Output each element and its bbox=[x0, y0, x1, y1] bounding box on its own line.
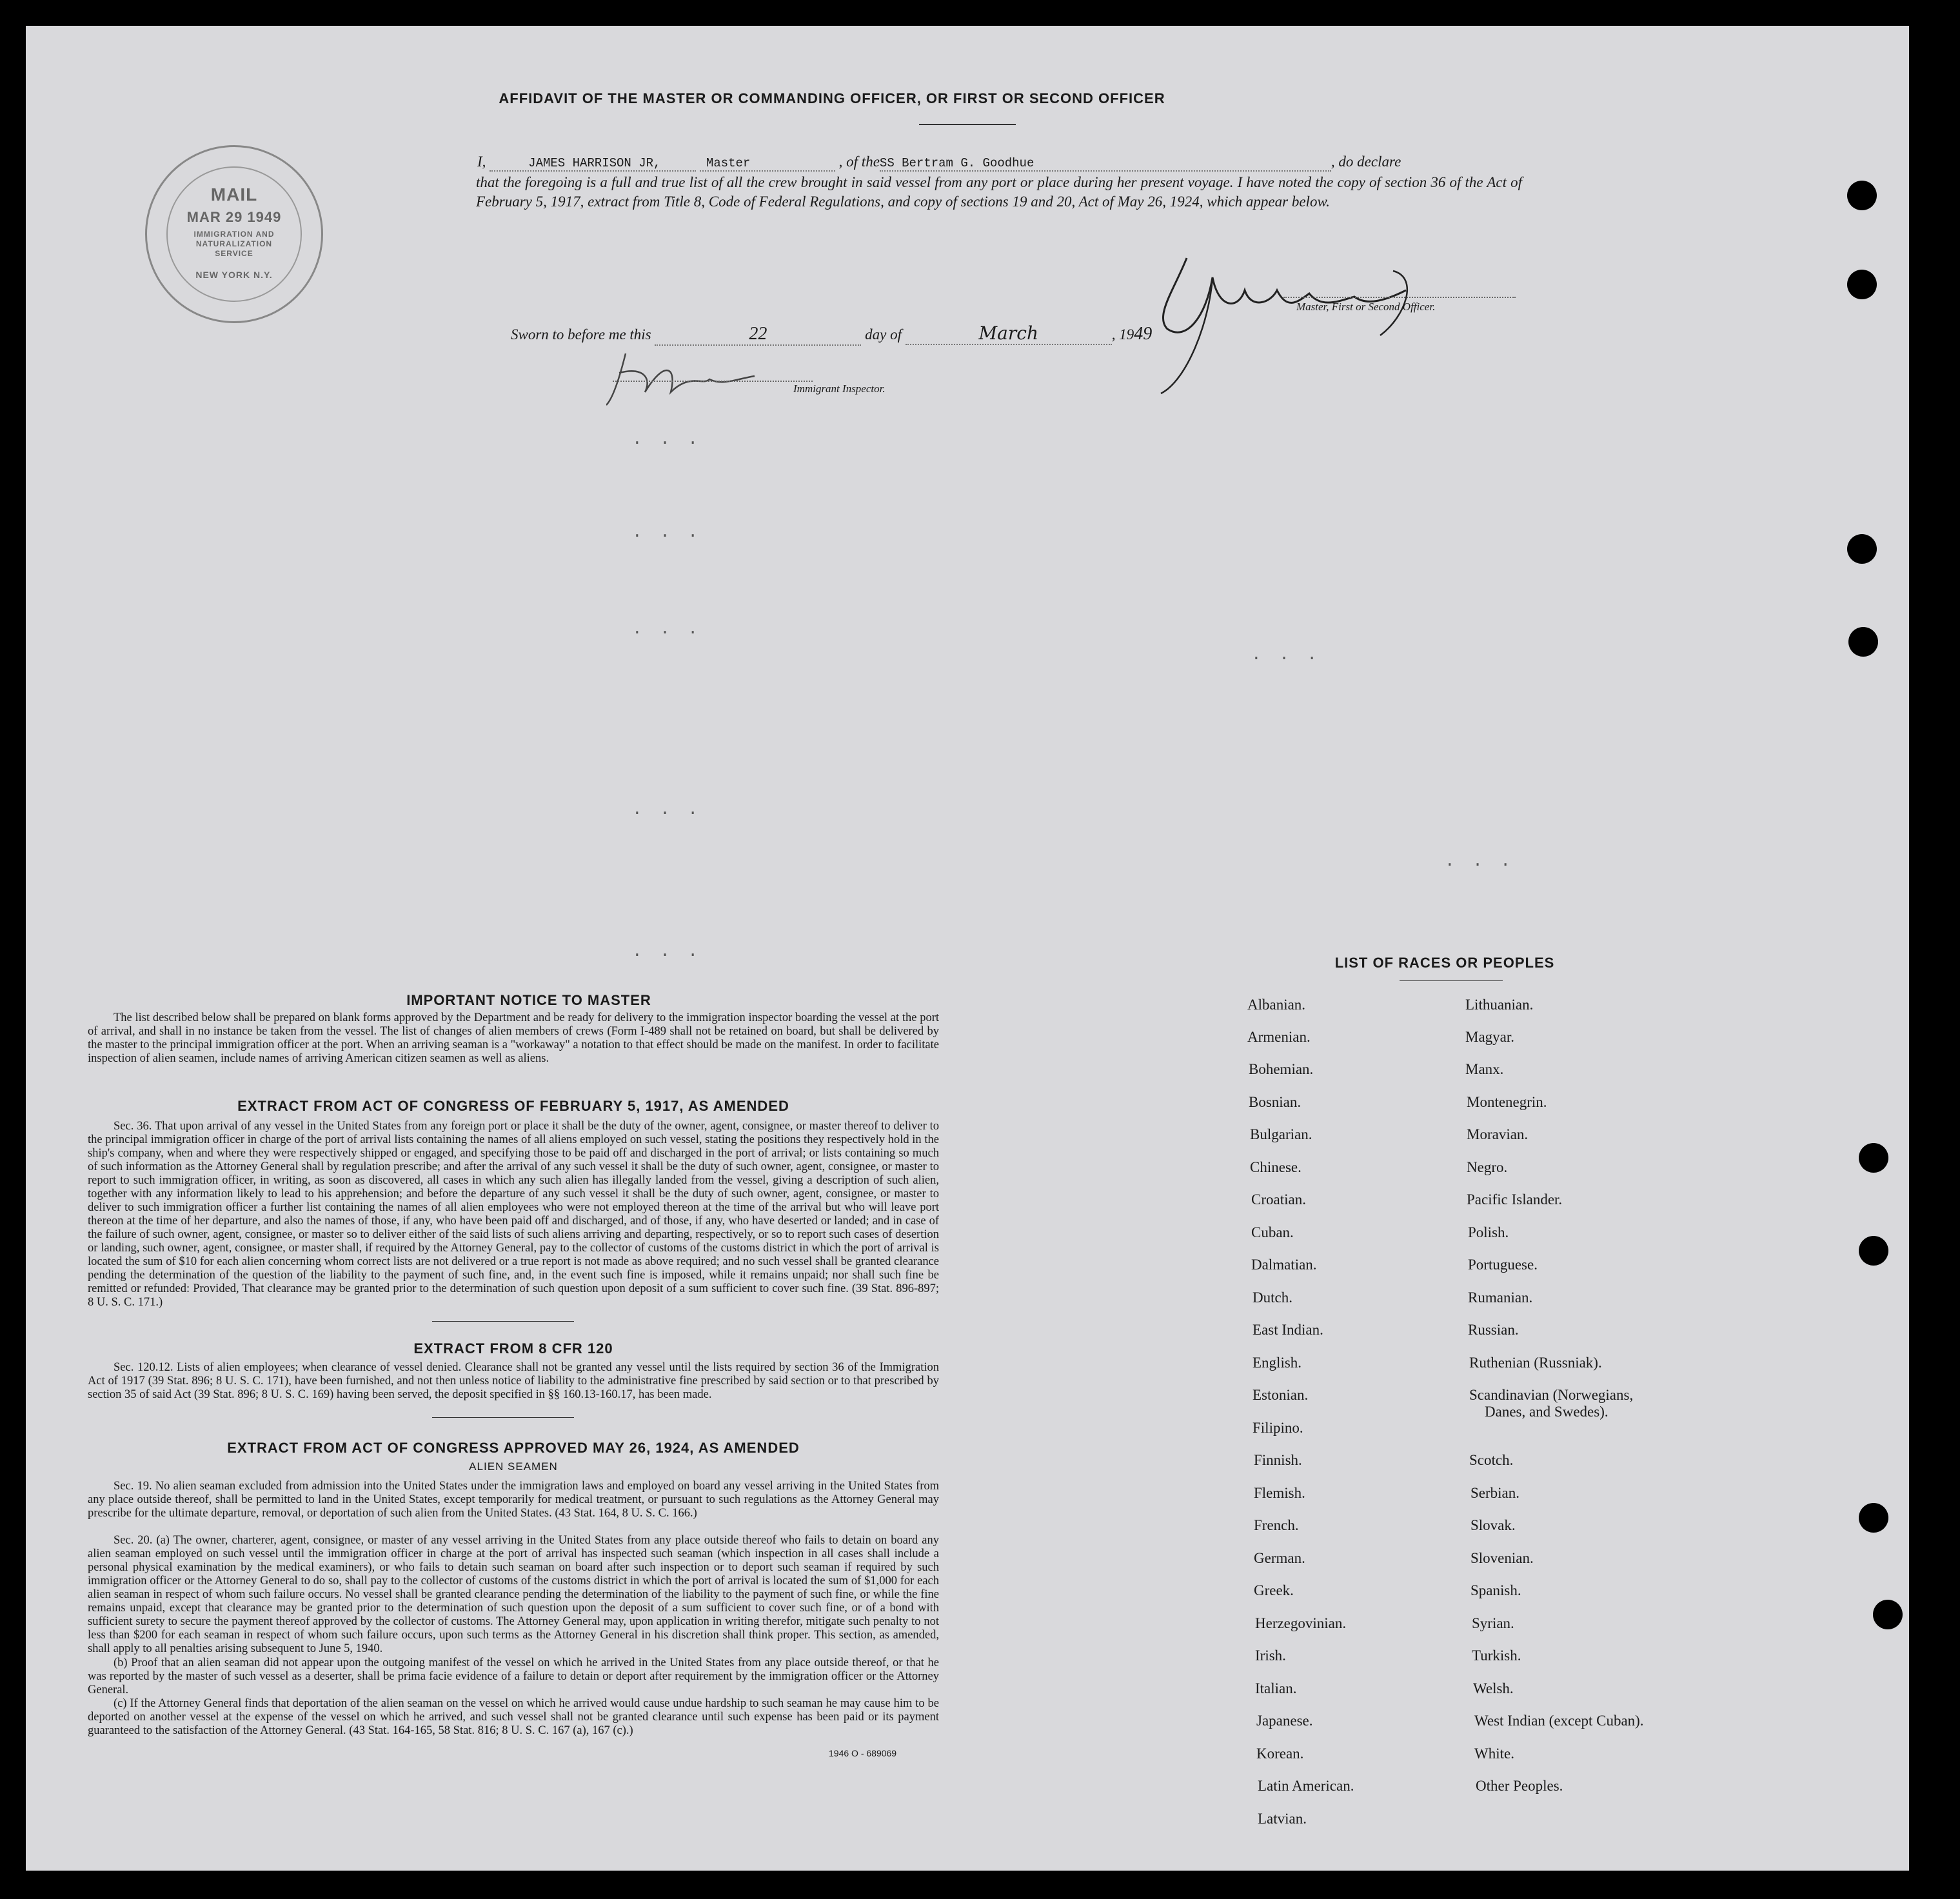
race-item: Danes, and Swedes). bbox=[1485, 1404, 1609, 1420]
race-item: Pacific Islander. bbox=[1467, 1191, 1563, 1208]
sworn-month: March bbox=[906, 323, 1112, 345]
race-item: Negro. bbox=[1467, 1159, 1508, 1175]
races-title: LIST OF RACES OR PEOPLES bbox=[1334, 955, 1555, 971]
extract-1924-sec19: Sec. 19. No alien seaman excluded from admission into the United States under the immigration laws and employed on board any vessel arriving in the United States from any place outside thereof, shall be permitted to land in the United States, except temporarily for medical treatment, or pursuant to such regulations as the Attorney General may prescribe for the ultimate departure, removal, or deportation of such alien from the United States. (43 Stat. 164, 8 U. S. C. 166.) bbox=[88, 1480, 939, 1520]
sworn-label: Sworn to before me this bbox=[511, 326, 651, 343]
punch-hole bbox=[1859, 1503, 1888, 1533]
extract-1924-sec20b: (b) Proof that an alien seaman did not appear upon the outgoing manifest of the vessel on which he arrived in the United States from any place outside thereof, or that he was reported by the master of such vessel as a deserter, shall be prima facie evidence of a failure to detain or deport after requirement by the immigration officer or the Attorney General. bbox=[88, 1656, 939, 1696]
affidavit-title: AFFIDAVIT OF THE MASTER OR COMMANDING OFFICER, OR FIRST OR SECOND OFFICER bbox=[499, 90, 1165, 106]
race-item: Lithuanian. bbox=[1465, 997, 1534, 1013]
signature-line bbox=[1283, 297, 1516, 298]
stamp-mail: MAIL bbox=[210, 184, 258, 204]
race-item: Latin American. bbox=[1258, 1778, 1354, 1794]
race-item: Finnish. bbox=[1254, 1452, 1302, 1468]
document-sheet bbox=[26, 26, 1909, 1871]
stamp-date: MAR 29 1949 bbox=[186, 209, 282, 225]
extract-1924-subtitle: ALIEN SEAMEN bbox=[469, 1460, 558, 1473]
master-name: JAMES HARRISON JR, bbox=[490, 156, 696, 172]
stamp-city: NEW YORK N.Y. bbox=[195, 270, 273, 280]
race-item: White. bbox=[1474, 1745, 1514, 1762]
title-divider bbox=[919, 124, 1016, 125]
race-item: Slovak. bbox=[1470, 1517, 1516, 1533]
faint-marks: . . . bbox=[632, 430, 702, 449]
race-item: German. bbox=[1254, 1550, 1305, 1566]
vessel-name: SS Bertram G. Goodhue bbox=[880, 156, 1331, 172]
race-item: Ruthenian (Russniak). bbox=[1469, 1355, 1602, 1371]
punch-hole bbox=[1859, 1143, 1888, 1173]
i-label: I, bbox=[477, 154, 486, 170]
race-item: Rumanian. bbox=[1468, 1289, 1533, 1306]
notice-text: The list described below shall be prepared on blank forms approved by the Department and be ready for delivery to the immigration inspector boarding the vessel at the port of arrival, and shall in no instance be taken from the vessel. The list of changes of alien members of crews (Form I-489 shall not be retained on board, but shall be delivered by the master to the principal immigration officer at the port. When an arriving seaman is a "workaway" a notation to that effect should be made on the manifest. In order to facilitate inspection of alien seamen, include names of arriving American citizen seamen as well as aliens. bbox=[88, 1011, 939, 1065]
race-item: French. bbox=[1254, 1517, 1299, 1533]
do-declare-label: , do declare bbox=[1331, 154, 1401, 170]
year-prefix: , 19 bbox=[1111, 326, 1134, 343]
race-item: Filipino. bbox=[1252, 1420, 1303, 1436]
master-signature bbox=[1148, 239, 1458, 400]
notice-title: IMPORTANT NOTICE TO MASTER bbox=[406, 992, 651, 1008]
race-item: Estonian. bbox=[1252, 1387, 1309, 1403]
race-item: Slovenian. bbox=[1470, 1550, 1534, 1566]
faint-marks: . . . bbox=[1445, 851, 1515, 871]
races-divider bbox=[1400, 980, 1503, 981]
punch-hole bbox=[1873, 1600, 1903, 1629]
race-item: Serbian. bbox=[1470, 1485, 1520, 1501]
race-item: Greek. bbox=[1254, 1582, 1294, 1598]
inspector-signature bbox=[606, 341, 774, 412]
received-stamp bbox=[145, 145, 323, 323]
punch-hole bbox=[1848, 627, 1878, 657]
race-item: Bosnian. bbox=[1249, 1094, 1302, 1110]
extract-cfr-text: Sec. 120.12. Lists of alien employees; when clearance of vessel denied. Clearance shall not be granted any vessel until the lists required by section 36 of the Immigration Act of 1917 (39 Stat. 896; 8 U. S. C. 171), have been furnished, and not then unless notice of liability to the administrative fine prescribed by said section or to that prescribed by section 35 of said Act (39 Stat. 896; 8 U. S. C. 169) having been served, the deposit specified in §§ 160.13-160.17, has been made. bbox=[88, 1361, 939, 1401]
race-item: Other Peoples. bbox=[1476, 1778, 1563, 1794]
race-item: Russian. bbox=[1468, 1322, 1519, 1338]
punch-hole bbox=[1847, 181, 1877, 210]
declaration-line bbox=[477, 154, 1522, 172]
race-item: Latvian. bbox=[1258, 1811, 1307, 1827]
race-item: Welsh. bbox=[1473, 1680, 1514, 1696]
race-item: Croatian. bbox=[1251, 1191, 1306, 1208]
stamp-agency: IMMIGRATION AND NATURALIZATION SERVICE bbox=[193, 230, 275, 258]
extract-cfr-title: EXTRACT FROM 8 CFR 120 bbox=[413, 1340, 613, 1357]
race-item: Armenian. bbox=[1247, 1029, 1311, 1045]
race-item: Bulgarian. bbox=[1250, 1126, 1312, 1142]
race-item: English. bbox=[1252, 1355, 1302, 1371]
extract-1924-title: EXTRACT FROM ACT OF CONGRESS APPROVED MAY 26, 1924, AS AMENDED bbox=[227, 1440, 800, 1456]
faint-marks: . . . bbox=[1251, 645, 1322, 664]
section-divider bbox=[432, 1417, 574, 1418]
section-divider bbox=[432, 1321, 574, 1322]
faint-marks: . . . bbox=[632, 619, 702, 639]
faint-marks: . . . bbox=[632, 942, 702, 961]
inspector-line bbox=[613, 381, 813, 382]
punch-hole bbox=[1847, 270, 1877, 299]
faint-marks: . . . bbox=[632, 800, 702, 819]
signature-label: Master, First or Second Officer. bbox=[1296, 301, 1436, 313]
race-item: Spanish. bbox=[1470, 1582, 1521, 1598]
race-item: Albanian. bbox=[1247, 997, 1306, 1013]
declaration-body: that the foregoing is a full and true list of all the crew brought in said vessel from any port or place during her present voyage. I have noted the copy of section 36 of the Act of February 5, 1917, extract from Title 8, Code of Federal Regulations, and copy of sections 19 and 20, Act of May 26, 1924, which appear below. bbox=[476, 174, 1522, 210]
race-item: East Indian. bbox=[1252, 1322, 1323, 1338]
extract-1924-sec20c: (c) If the Attorney General finds that deportation of the alien seaman on the vessel on which he arrived would cause undue hardship to such seaman he may cause him to be deported on another vessel at the expense of the vessel on which he arrived, and such vessel shall not be granted clearance until such expense has been paid or its payment guaranteed to the satisfaction of the Attorney General. (43 Stat. 164-165, 58 Stat. 816; 8 U. S. C. 167 (a), 167 (c).) bbox=[88, 1697, 939, 1737]
race-item: Manx. bbox=[1465, 1061, 1504, 1077]
punch-hole bbox=[1847, 534, 1877, 564]
race-item: Bohemian. bbox=[1249, 1061, 1314, 1077]
print-code: 1946 O - 689069 bbox=[829, 1748, 897, 1758]
race-item: Flemish. bbox=[1254, 1485, 1305, 1501]
punch-hole bbox=[1859, 1236, 1888, 1266]
race-item: Scotch. bbox=[1469, 1452, 1514, 1468]
race-item: Magyar. bbox=[1465, 1029, 1515, 1045]
race-item: Korean. bbox=[1256, 1745, 1304, 1762]
year-suffix: 49 bbox=[1134, 324, 1153, 344]
extract-1917-text: Sec. 36. That upon arrival of any vessel in the United States from any foreign port or place it shall be the duty of the owner, agent, consignee, or master thereof to deliver to the principal immigration officer in charge of the port of arrival lists containing the names of all aliens employed on such vessel, stating the positions they respectively hold in the ship's company, when and where they were respectively shipped or engaged, and specifying those to be paid off and discharged in the port of arrival; or lists containing so much of such information as the Attorney General shall by regulation prescribe; and after the arrival of any such vessel it shall be the duty of such owner, agent, consignee, or master to report to such immigration officer, in writing, as soon as discovered, all cases in which any such alien has illegally landed from the vessel, giving a description of such alien, together with any information likely to lead to his apprehension; and before the departure of any such vessel it shall be the duty of such owner, agent, consignee, or master to deliver to such immigration officer a further list containing the names of all alien employees who were not employed thereon at the time of the arrival but who will leave port thereon at the time of her departure, and also the names of those, if any, who have been paid off and discharged, and of those, if any, who have deserted or landed; and in case of the failure of such owner, agent, consignee, or master so to deliver either of the said lists of such aliens arriving and departing, respectively, or so to report such cases of desertion or landing, such owner, agent, consignee, or master shall, if required by the Attorney General, pay to the collector of customs of the customs district in which the port of arrival is located the sum of $10 for each alien concerning whom correct lists are not delivered or a true report is not made as above required; and no such vessel shall be granted clearance pending the determination of the question of the liability to the payment of such fine, and, in the event such fine is imposed, while it remains unpaid; nor shall such fine be remitted or refunded: Provided, That clearance may be granted prior to the determination of such question upon deposit of a sum sufficient to cover such fine. (39 Stat. 896-897; 8 U. S. C. 171.) bbox=[88, 1120, 939, 1309]
race-item: Japanese. bbox=[1256, 1713, 1313, 1729]
race-item: Turkish. bbox=[1472, 1647, 1521, 1664]
extract-1924-sec20a: Sec. 20. (a) The owner, charterer, agent, consignee, or master of any vessel arriving in the United States from any place outside thereof who fails to detain on board any alien seaman employed on such vessel until the immigration officer in charge at the port of arrival has inspected such seaman (which inspection in all cases shall include a personal physical examination by the medical examiners), or who fails to detain such seaman on board after such inspection or to deport such seaman if required by such immigration officer or the Attorney General to do so, shall pay to the collector of customs of the customs district in which the port of arrival is located the sum of $1,000 for each alien seaman in respect of whom such failure occurs. No vessel shall be granted clearance pending the determination of the liability to the payment of such fine, or while the fine remains unpaid, except that clearance may be granted prior to the determination of such question upon the deposit of a sum sufficient to cover such fine, or of a bond with sufficient surety to secure the payment thereof approved by the collector of customs. The Attorney General may, upon application in writing therefor, mitigate such penalty to not less than $200 for each seaman in respect of whom such failure occurs, upon such terms as the Attorney General in his discretion shall think proper. This section, as amended, shall apply to all penalties arising subsequent to June 5, 1940. bbox=[88, 1534, 939, 1655]
race-item: Italian. bbox=[1255, 1680, 1297, 1696]
race-item: West Indian (except Cuban). bbox=[1474, 1713, 1644, 1729]
race-item: Portuguese. bbox=[1468, 1257, 1538, 1273]
race-item: Herzegovinian. bbox=[1255, 1615, 1347, 1631]
master-rank: Master bbox=[700, 156, 835, 172]
race-item: Scandinavian (Norwegians, bbox=[1469, 1387, 1634, 1403]
race-item: Dutch. bbox=[1252, 1289, 1292, 1306]
faint-marks: . . . bbox=[632, 522, 702, 542]
day-of-label: day of bbox=[865, 326, 902, 343]
race-item: Cuban. bbox=[1251, 1224, 1294, 1240]
of-the-label: , of the bbox=[838, 154, 880, 170]
extract-1917-title: EXTRACT FROM ACT OF CONGRESS OF FEBRUARY 5, 1917, AS AMENDED bbox=[237, 1098, 789, 1114]
race-item: Polish. bbox=[1468, 1224, 1509, 1240]
sworn-day: 22 bbox=[655, 324, 861, 346]
race-item: Syrian. bbox=[1472, 1615, 1514, 1631]
race-item: Moravian. bbox=[1467, 1126, 1529, 1142]
race-item: Dalmatian. bbox=[1251, 1257, 1317, 1273]
race-item: Irish. bbox=[1255, 1647, 1286, 1664]
race-item: Chinese. bbox=[1250, 1159, 1302, 1175]
inspector-label: Immigrant Inspector. bbox=[793, 383, 886, 395]
race-item: Montenegrin. bbox=[1467, 1094, 1547, 1110]
